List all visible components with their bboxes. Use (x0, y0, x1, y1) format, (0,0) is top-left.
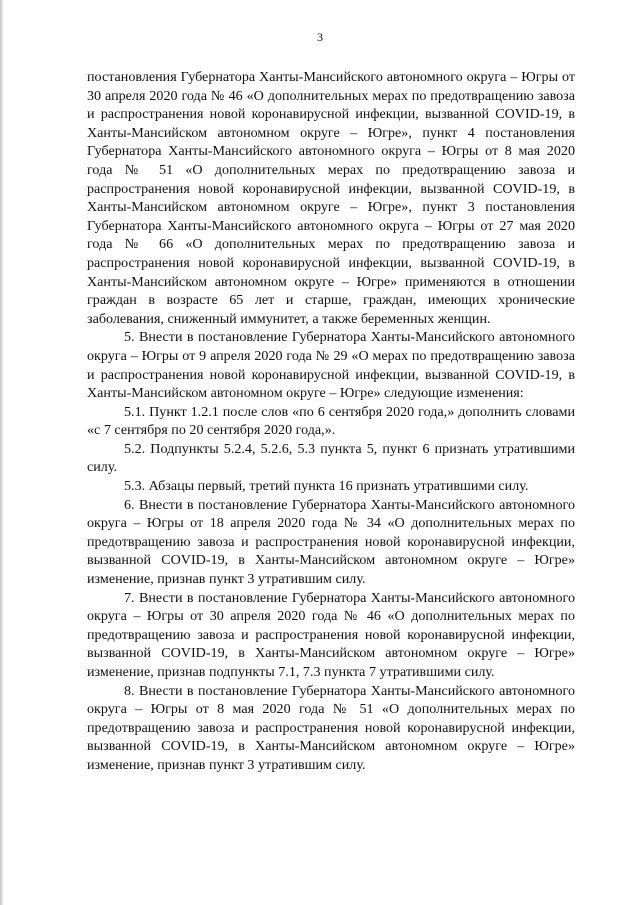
paragraph-continuation: постановления Губернатора Ханты-Мансийского автономного округа – Югры от 30 апреля 2020 года № 46 «О дополнительных мерах по предотвращению завоза и распространения новой коронавирусной инфекции, вызванной COVID-19, в Ханты-Мансийском автономном округе – Югре», пункт 4 постановления Губернатора Ханты-Мансийского автономного округа – Югры от 8 мая 2020 года № 51 «О дополнительных мерах по предотвращению завоза и распространения новой коронавирусной инфекции, вызванной COVID-19, в Ханты-Мансийском автономном округе – Югре», пункт 3 постановления Губернатора Ханты-Мансийского автономного округа – Югры от 27 мая 2020 года № 66 «О дополнительных мерах по предотвращению завоза и распространения новой коронавирусной инфекции, вызванной COVID-19, в Ханты-Мансийском автономном округе – Югре» применяются в отношении граждан в возрасте 65 лет и старше, граждан, имеющих хронические заболевания, сниженный иммунитет, а также беременных женщин. (87, 69, 576, 327)
scan-binding-edge (0, 0, 3, 905)
document-body (87, 68, 575, 775)
paragraph-item-6: 6. Внести в постановление Губернатора Ханты-Мансийского автономного округа – Югры от 18 апреля 2020 года № 34 «О дополнительных мерах по предотвращению завоза и распространения новой коронавирусной инфекции, вызванной COVID-19, в Ханты-Мансийском автономном округе – Югре» изменение, признав пункт 3 утратившим силу. (87, 496, 575, 588)
paragraph-item-8: 8. Внести в постановление Губернатора Ханты-Мансийского автономного округа – Югры от 8 мая 2020 года № 51 «О дополнительных мерах по предотвращению завоза и распространения новой коронавирусной инфекции, вызванной COVID-19, в Ханты-Мансийском автономном округе – Югре» изменение, признав пункт 3 утратившим силу. (87, 682, 575, 773)
paragraph-item-7: 7. Внести в постановление Губернатора Ханты-Мансийского автономного округа – Югры от 30 апреля 2020 года № 46 «О дополнительных мерах по предотвращению завоза и распространения новой коронавирусной инфекции, вызванной COVID-19, в Ханты-Мансийском автономном округе – Югре» изменение, признав подпункты 7.1, 7.3 пункта 7 утратившими силу. (87, 589, 575, 680)
page-number: 3 (317, 30, 323, 44)
paragraph-item-5-2: 5.2. Подпункты 5.2.4, 5.2.6, 5.3 пункта 5, пункт 6 признать утратившими силу. (87, 440, 575, 476)
paragraph-item-5-1: 5.1. Пункт 1.2.1 после слов «по 6 сентября 2020 года,» дополнить словами «с 7 сентября по 20 сентября 2020 года,». (87, 403, 575, 439)
paragraph-item-5-3: 5.3. Абзацы первый, третий пункта 16 признать утратившими силу. (124, 478, 529, 495)
paragraph-item-5: 5. Внести в постановление Губернатора Ханты-Мансийского автономного округа – Югры от 9 апреля 2020 года № 29 «О мерах по предотвращению завоза и распространения новой коронавирусной инфекции, вызванной COVID-19, в Ханты-Мансийском автономном округе – Югре» следующие изменения: (87, 329, 575, 402)
